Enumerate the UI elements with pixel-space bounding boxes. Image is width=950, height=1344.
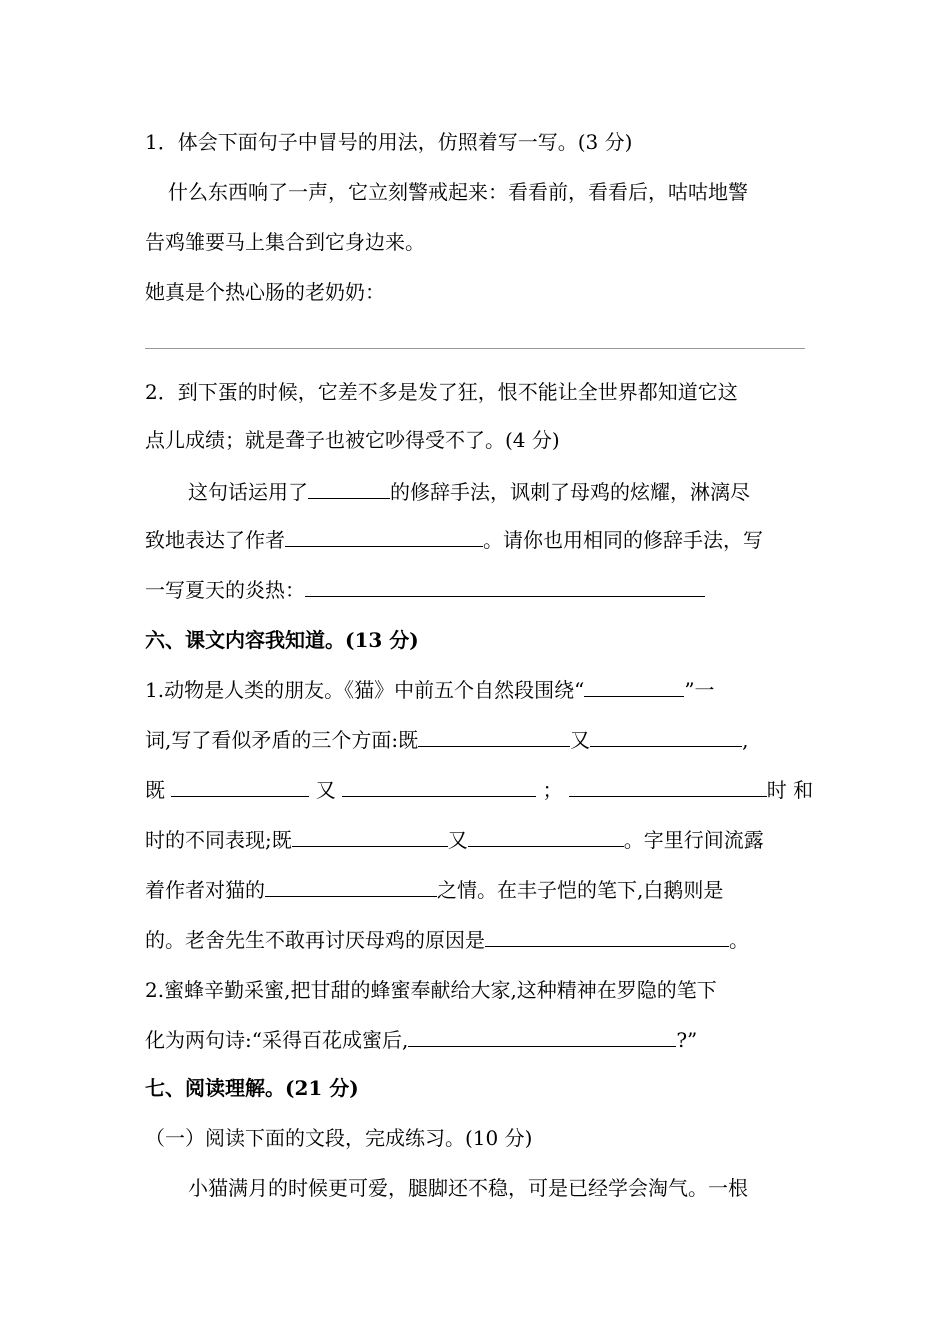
q2-text: 一写夏天的炎热： [145,578,305,602]
s6-text: ； [542,778,563,802]
s6-text: 的。老舍先生不敢再讨厌母鸡的原因是 [145,928,485,952]
q1-example-line2: 告鸡雏要马上集合到它身边来。 [145,230,425,254]
aspect2-b-blank[interactable] [342,776,536,797]
q2-line1: 2．到下蛋的时候，它差不多是发了狂，恨不能让全世界都知道它这 [145,380,738,404]
q1-title: 1．体会下面句子中冒号的用法，仿照着写一写。(3 分) [145,130,633,154]
q2-text: 。请你也用相同的修辞手法，写 [483,528,763,552]
q2-line2: 点儿成绩；就是聋子也被它吵得受不了。(4 分) [145,428,560,452]
s6-line3 [145,776,814,804]
s6-text: 。字里行间流露 [623,828,764,852]
poem-blank[interactable] [408,1026,676,1047]
s6-line1 [145,676,805,704]
s6-text: 时的不同表现;既 [145,828,292,852]
s6-text: 时 和 [766,778,814,802]
author-feeling-blank[interactable] [285,526,483,547]
keyword-blank[interactable] [584,676,684,697]
s6-text: 又 [447,828,468,852]
s6-text: 词,写了看似矛盾的三个方面:既 [145,728,419,752]
aspect1-b-blank[interactable] [590,726,742,747]
q2-line3 [188,478,808,506]
summer-heat-blank[interactable] [305,576,705,597]
reason-blank[interactable] [485,926,729,947]
section6-heading: 六、课文内容我知道。(13 分) [145,628,419,652]
q2-line4 [145,526,805,554]
s6-text: 。 [729,928,749,952]
q1-answer-line[interactable] [145,348,805,349]
s6-line7: 2.蜜蜂辛勤采蜜,把甘甜的蜂蜜奉献给大家,这种精神在罗隐的笔下 [145,978,717,1002]
feeling-blank[interactable] [265,876,437,897]
q2-line5 [145,576,805,604]
s6-text: ?” [676,1028,698,1052]
aspect2-a-blank[interactable] [171,776,309,797]
s6-line2 [145,726,805,754]
s6-text: 之情。在丰子恺的笔下,白鹅则是 [437,878,724,902]
s6-text: 着作者对猫的 [145,878,265,902]
s6-text: 又 [570,728,591,752]
aspect3-c-blank[interactable] [468,826,624,847]
s6-line4 [145,826,805,854]
reading-paragraph: 小猫满月的时候更可爱，腿脚还不稳，可是已经学会淘气。一根 [188,1176,748,1200]
section7-heading: 七、阅读理解。(21 分) [145,1076,359,1100]
s6-text: 既 [145,778,172,802]
q1-prompt: 她真是个热心肠的老奶奶： [145,280,385,304]
aspect3-a-blank[interactable] [569,776,767,797]
rhetoric-blank[interactable] [308,478,390,499]
section7-subheading: （一）阅读下面的文段，完成练习。(10 分) [145,1126,533,1150]
s6-line5 [145,876,805,904]
q2-text: 的修辞手法，讽刺了母鸡的炫耀，淋漓尽 [390,480,750,504]
s6-text: 化为两句诗:“采得百花成蜜后, [145,1028,409,1052]
s6-text: , [742,728,749,752]
q2-text: 这句话运用了 [188,480,308,504]
s6-text: 又 [315,778,343,802]
s6-text: ”一 [684,678,715,702]
s6-text: 1.动物是人类的朋友。《猫》中前五个自然段围绕“ [145,678,585,702]
q2-text: 致地表达了作者 [145,528,285,552]
aspect3-b-blank[interactable] [292,826,448,847]
aspect1-a-blank[interactable] [418,726,570,747]
q1-example-line1: 什么东西响了一声，它立刻警戒起来：看看前，看看后，咕咕地警 [168,180,748,204]
s6-line6 [145,926,805,954]
s6-line8 [145,1026,805,1054]
